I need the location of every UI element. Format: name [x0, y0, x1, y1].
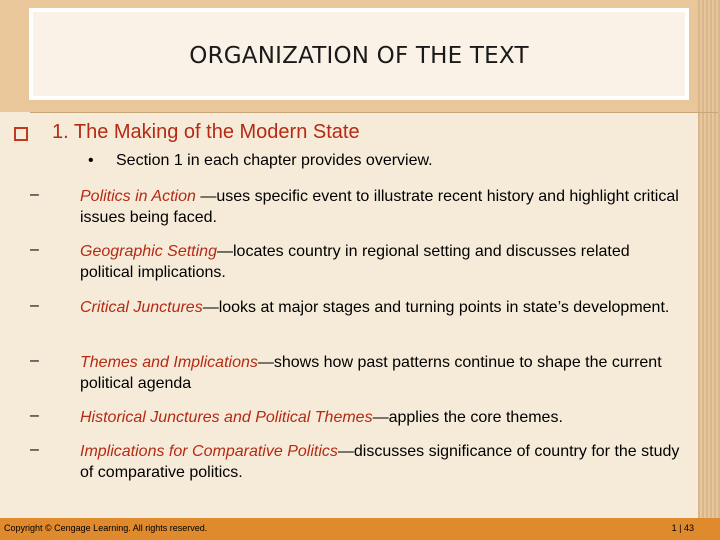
item-lead: Geographic Setting: [80, 243, 217, 260]
dash-marker: –: [30, 352, 39, 369]
page-number: 1 | 43: [671, 523, 694, 533]
item-lead: Themes and Implications: [80, 354, 258, 371]
item-text: —looks at major stages and turning points in state’s development.: [202, 299, 670, 316]
sub-bullet-text: Section 1 in each chapter provides overview.: [116, 152, 433, 169]
dash-marker: –: [30, 186, 39, 203]
item-text: —shows how past patterns continue to shape the current political agenda: [80, 354, 662, 392]
item-lead: Implications for Comparative Politics: [80, 443, 338, 460]
item-text: —locates country in regional setting and discusses related political implications.: [80, 243, 630, 281]
footer-bar: [0, 518, 720, 540]
sub-bullet-line: [88, 152, 433, 170]
copyright-text: Copyright © Cengage Learning. All rights reserved.: [4, 523, 208, 533]
item-lead: Politics in Action: [80, 188, 201, 205]
dash-marker: –: [30, 297, 39, 314]
title-box: [29, 8, 689, 100]
bullet-dot-icon: •: [88, 152, 94, 169]
dash-marker: –: [30, 241, 39, 258]
item-text: —uses specific event to illustrate recent history and highlight critical issues being faced.: [80, 188, 679, 226]
item-text: —discusses significance of country for the study of comparative politics.: [80, 443, 680, 481]
dash-marker: –: [30, 441, 39, 458]
heading-text: 1. The Making of the Modern State: [52, 121, 360, 143]
item-text: —applies the core themes.: [372, 409, 563, 426]
item-lead: Critical Junctures: [80, 299, 203, 316]
decorative-stripes: [698, 0, 720, 540]
section-heading: [14, 121, 360, 144]
dash-marker: –: [30, 407, 39, 424]
divider: [30, 112, 718, 113]
slide-title: ORGANIZATION OF THE TEXT: [189, 43, 529, 69]
item-lead: Historical Junctures and Political Themes: [80, 409, 373, 426]
checkbox-bullet-icon: [14, 127, 28, 141]
